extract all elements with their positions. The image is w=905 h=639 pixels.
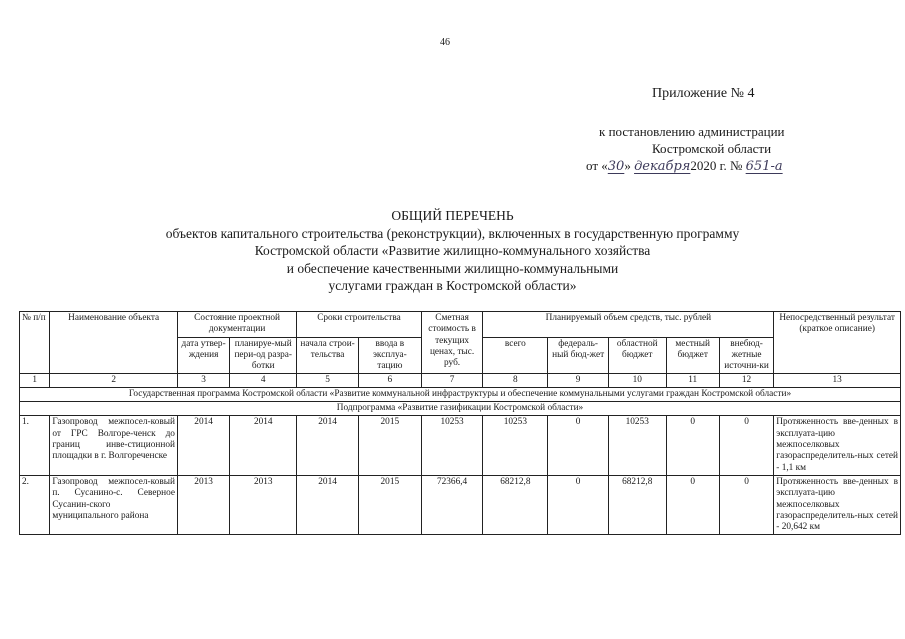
- row-commission: 2015: [358, 475, 421, 534]
- header-funds-regional: областной бюджет: [608, 337, 666, 374]
- row-federal: 0: [548, 475, 609, 534]
- row-result: Протяженность вве-денных в эксплуата-цию межпоселковых газораспределитель-ных сетей - 20,642 км: [774, 475, 901, 534]
- header-terms-commission: ввода в эксплуа-тацию: [358, 337, 421, 374]
- heading-line-2: Костромской области «Развитие жилищно-коммунального хозяйства: [254, 243, 651, 258]
- row-federal: 0: [548, 416, 609, 475]
- table-row: [20, 416, 901, 475]
- table-row: [20, 475, 901, 534]
- header-row-1: [20, 312, 901, 338]
- heading-line-4: услугами граждан в Костромской области»: [328, 278, 577, 293]
- row-doc-approval: 2013: [177, 475, 229, 534]
- row-regional: 10253: [608, 416, 666, 475]
- heading-line-1: объектов капитального строительства (реконструкции), включенных в государственную программу: [165, 225, 740, 241]
- header-funds: Планируемый объем средств, тыс. рублей: [483, 312, 774, 338]
- date-prefix: от «: [586, 158, 608, 173]
- column-number: 9: [548, 374, 609, 388]
- column-number: 11: [666, 374, 719, 388]
- column-number: 2: [50, 374, 178, 388]
- date-year: 2020 г. №: [690, 158, 743, 173]
- column-number-row: [20, 374, 901, 388]
- decree-number-handwritten: 651-а: [745, 159, 783, 174]
- column-number: 12: [719, 374, 773, 388]
- document-heading: [0, 207, 905, 295]
- objects-table: [19, 311, 901, 535]
- date-mid: »: [624, 158, 631, 173]
- date-month-handwritten: декабря: [634, 159, 691, 174]
- row-total: 68212,8: [483, 475, 548, 534]
- row-doc-planned: 2013: [230, 475, 297, 534]
- header-doc-state: Состояние проектной документации: [177, 312, 296, 338]
- row-name: Газопровод межпосел-ковый от ГРС Волгоре-ченск до границ инве-стиционной площадки в г. Волгореченске: [50, 416, 178, 475]
- header-terms: Сроки строительства: [297, 312, 422, 338]
- row-name: Газопровод межпосел-ковый п. Сусанино-с. Северное Сусанин-ского муниципального района: [50, 475, 178, 534]
- row-start: 2014: [297, 416, 359, 475]
- row-cost: 72366,4: [421, 475, 483, 534]
- column-number: 10: [608, 374, 666, 388]
- row-offbudget: 0: [719, 416, 773, 475]
- row-start: 2014: [297, 475, 359, 534]
- appendix-title: Приложение № 4: [652, 86, 755, 101]
- column-number: 6: [358, 374, 421, 388]
- header-funds-federal: федераль-ный бюд-жет: [548, 337, 609, 374]
- page-number: 46: [440, 37, 450, 48]
- column-number: 13: [774, 374, 901, 388]
- program-title: Государственная программа Костромской области «Развитие коммунальной инфраструктуры и обеспечение коммунальными услугами граждан Костромской области»: [20, 388, 901, 402]
- row-local: 0: [666, 475, 719, 534]
- row-num: 2.: [20, 475, 50, 534]
- program-row: [20, 388, 901, 402]
- header-num: № п/п: [20, 312, 50, 374]
- row-result: Протяженность вве-денных в эксплуата-цию межпоселковых газораспределитель-ных сетей - 1,1 км: [774, 416, 901, 475]
- heading-title: ОБЩИЙ ПЕРЕЧЕНЬ: [391, 208, 514, 223]
- header-doc-approval: дата утвер-ждения: [177, 337, 229, 374]
- header-doc-planned: планируе-мый пери-од разра-ботки: [230, 337, 297, 374]
- column-number: 5: [297, 374, 359, 388]
- header-funds-total: всего: [483, 337, 548, 374]
- column-number: 4: [230, 374, 297, 388]
- header-result: Непосредственный результат (краткое описание): [774, 312, 901, 374]
- decree-line-2: Костромской области: [652, 141, 772, 156]
- column-number: 1: [20, 374, 50, 388]
- row-num: 1.: [20, 416, 50, 475]
- subprogram-title: Подпрограмма «Развитие газификации Костромской области»: [20, 402, 901, 416]
- row-offbudget: 0: [719, 475, 773, 534]
- subprogram-row: [20, 402, 901, 416]
- column-number: 3: [177, 374, 229, 388]
- header-funds-offbudget: внебюд-жетные источни-ки: [719, 337, 773, 374]
- row-local: 0: [666, 416, 719, 475]
- row-doc-approval: 2014: [177, 416, 229, 475]
- row-regional: 68212,8: [608, 475, 666, 534]
- row-commission: 2015: [358, 416, 421, 475]
- column-number: 8: [483, 374, 548, 388]
- row-total: 10253: [483, 416, 548, 475]
- decree-date-line: [586, 158, 783, 174]
- row-cost: 10253: [421, 416, 483, 475]
- decree-line-1: к постановлению администрации: [599, 124, 785, 139]
- header-terms-start: начала строи-тельства: [297, 337, 359, 374]
- row-doc-planned: 2014: [230, 416, 297, 475]
- heading-line-3: и обеспечение качественными жилищно-коммунальными: [286, 260, 619, 276]
- header-name: Наименование объекта: [50, 312, 178, 374]
- header-cost: Сметная стоимость в текущих ценах, тыс. руб.: [421, 312, 483, 374]
- header-funds-local: местный бюджет: [666, 337, 719, 374]
- date-day-handwritten: 30: [607, 159, 625, 174]
- column-number: 7: [421, 374, 483, 388]
